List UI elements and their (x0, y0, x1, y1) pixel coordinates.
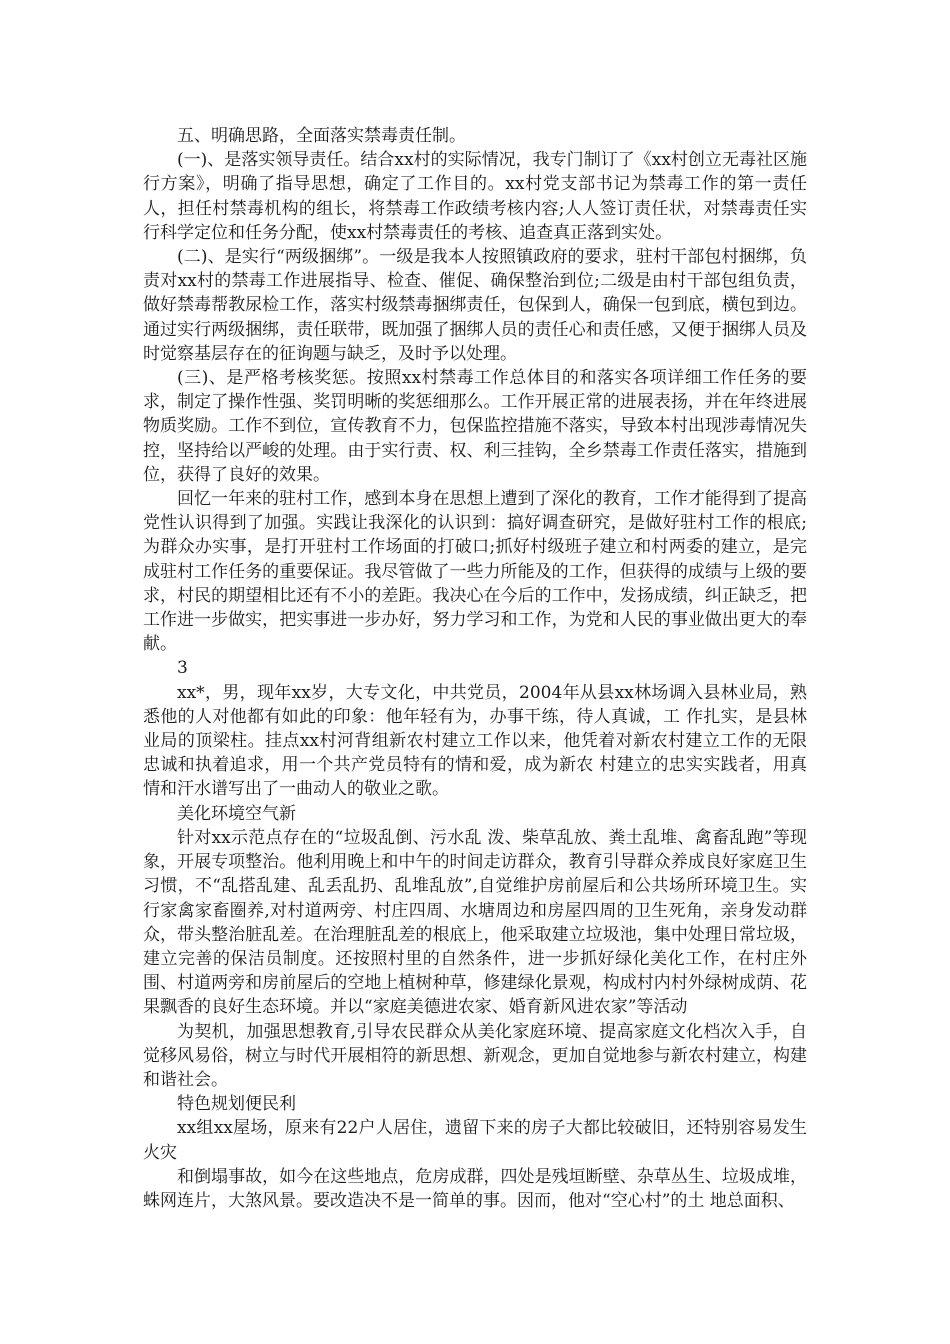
paragraph: xx*，男，现年xx岁，大专文化，中共党员，2004年从县xx林场调入县林业局，熟悉他的人对他都有如此的印象：他年轻有为，办事干练，待人真诚，工 作扎实，是县林业局的顶梁柱。挂点xx村河背组新农村建立工作以来，他凭着对新农村建立工作的无限忠诚和执着追求，用一个共产党员特有的情和爱，成为新农 村建立的忠实实践者，用真情和汗水谱写出了一曲动人的敬业之歌。 (143, 682, 807, 800)
paragraph: xx组xx屋场，原来有22户人居住，遗留下来的房子大都比较破旧，还特别容易发生火灾 (143, 1118, 807, 1163)
paragraph: 为契机，加强思想教育,引导农民群众从美化家庭环境、提高家庭文化档次入手，自觉移风易俗，树立与时代开展相符的新思想、新观念，更加自觉地参与新农村建立，构建和谐社会。 (143, 1021, 807, 1090)
paragraph: 和倒塌事故，如今在这些地点，危房成群，四处是残垣断壁、杂草丛生、垃圾成堆，蛛网连片，大煞风景。要改造决不是一简单的事。因而，他对“空心村”的土 地总面积、 (143, 1166, 807, 1211)
document-body (143, 124, 807, 1213)
paragraph: 回忆一年来的驻村工作，感到本身在思想上遭到了深化的教育，工作才能得到了提高党性认识得到了加强。实践让我深化的认识到：搞好调查研究，是做好驻村工作的根底;为群众办实事，是打开驻村工作场面的打破口;抓好村级班子建立和村两委的建立，是完成驻村工作任务的重要保证。我尽管做了一些力所能及的工作，但获得的成绩与上级的要求，村民的期望相比还有不小的差距。我决心在今后的工作中，发扬成绩，纠正缺乏，把工作进一步做实，把实事进一步办好，努力学习和工作，为党和人民的事业做出更大的奉献。 (143, 489, 807, 655)
paragraph: (一)、是落实领导责任。结合xx村的实际情况，我专门制订了《xx村创立无毒社区施行方案》，明确了指导思想，确定了工作目的。xx村党支部书记为禁毒工作的第一责任人，担任村禁毒机构的组长，将禁毒工作政绩考核内容;人人签订责任状，对禁毒责任实行科学定位和任务分配，使xx村禁毒责任的考核、追查真正落到实处。 (143, 150, 807, 243)
page-number-label: 3 (177, 658, 188, 679)
paragraph: (三)、是严格考核奖惩。按照xx村禁毒工作总体目的和落实各项详细工作任务的要求，制定了操作性强、奖罚明晰的奖惩细那么。工作开展正常的进展表扬，并在年终进展物质奖励。工作不到位，宣传教育不力，包保监控措施不落实，导致本村出现涉毒情况失控，坚持给以严峻的处理。由于实行责、权、利三挂钩，全乡禁毒工作责任落实，措施到位，获得了良好的效果。 (143, 368, 807, 485)
subheading: 特色规划便民利 (177, 1094, 296, 1115)
subheading: 美化环境空气新 (177, 803, 296, 824)
paragraph: 针对xx示范点存在的“垃圾乱倒、污水乱 泼、柴草乱放、粪土乱堆、禽畜乱跑”等现象，开展专项整治。他利用晚上和中午的时间走访群众，教育引导群众养成良好家庭卫生习惯，不“乱搭乱建、乱丢乱扔、乱堆乱放”,自觉维护房前屋后和公共场所环境卫生。实行家禽家畜圈养,对村道两旁、村庄四周、水塘周边和房屋四周的卫生死角，亲身发动群众，带头整治脏乱差。在治理脏乱差的根底上，他采取建立垃圾池，集中处理日常垃圾，建立完善的保洁员制度。还按照村里的自然条件，进一步抓好绿化美化工作，在村庄外 围、村道两旁和房前屋后的空地上植树种草，修建绿化景观，构成村内村外绿树成荫、花果飘香的良好生态环境。并以“家庭美德进农家、婚育新风进农家”等活动 (143, 827, 807, 1018)
paragraph: (二)、是实行“两级捆绑”。一级是我本人按照镇政府的要求，驻村干部包村捆绑，负责对xx村的禁毒工作进展指导、检查、催促、确保整治到位;二级是由村干部包组负责，做好禁毒帮教尿检工作，落实村级禁毒捆绑责任，包保到人，确保一包到底，横包到边。通过实行两级捆绑，责任联带，既加强了捆绑人员的责任心和责任感，又便于捆绑人员及时觉察基层存在的征询题与缺乏，及时予以处理。 (143, 247, 807, 364)
section-heading: 五、明确思路，全面落实禁毒责任制。 (177, 126, 466, 146)
